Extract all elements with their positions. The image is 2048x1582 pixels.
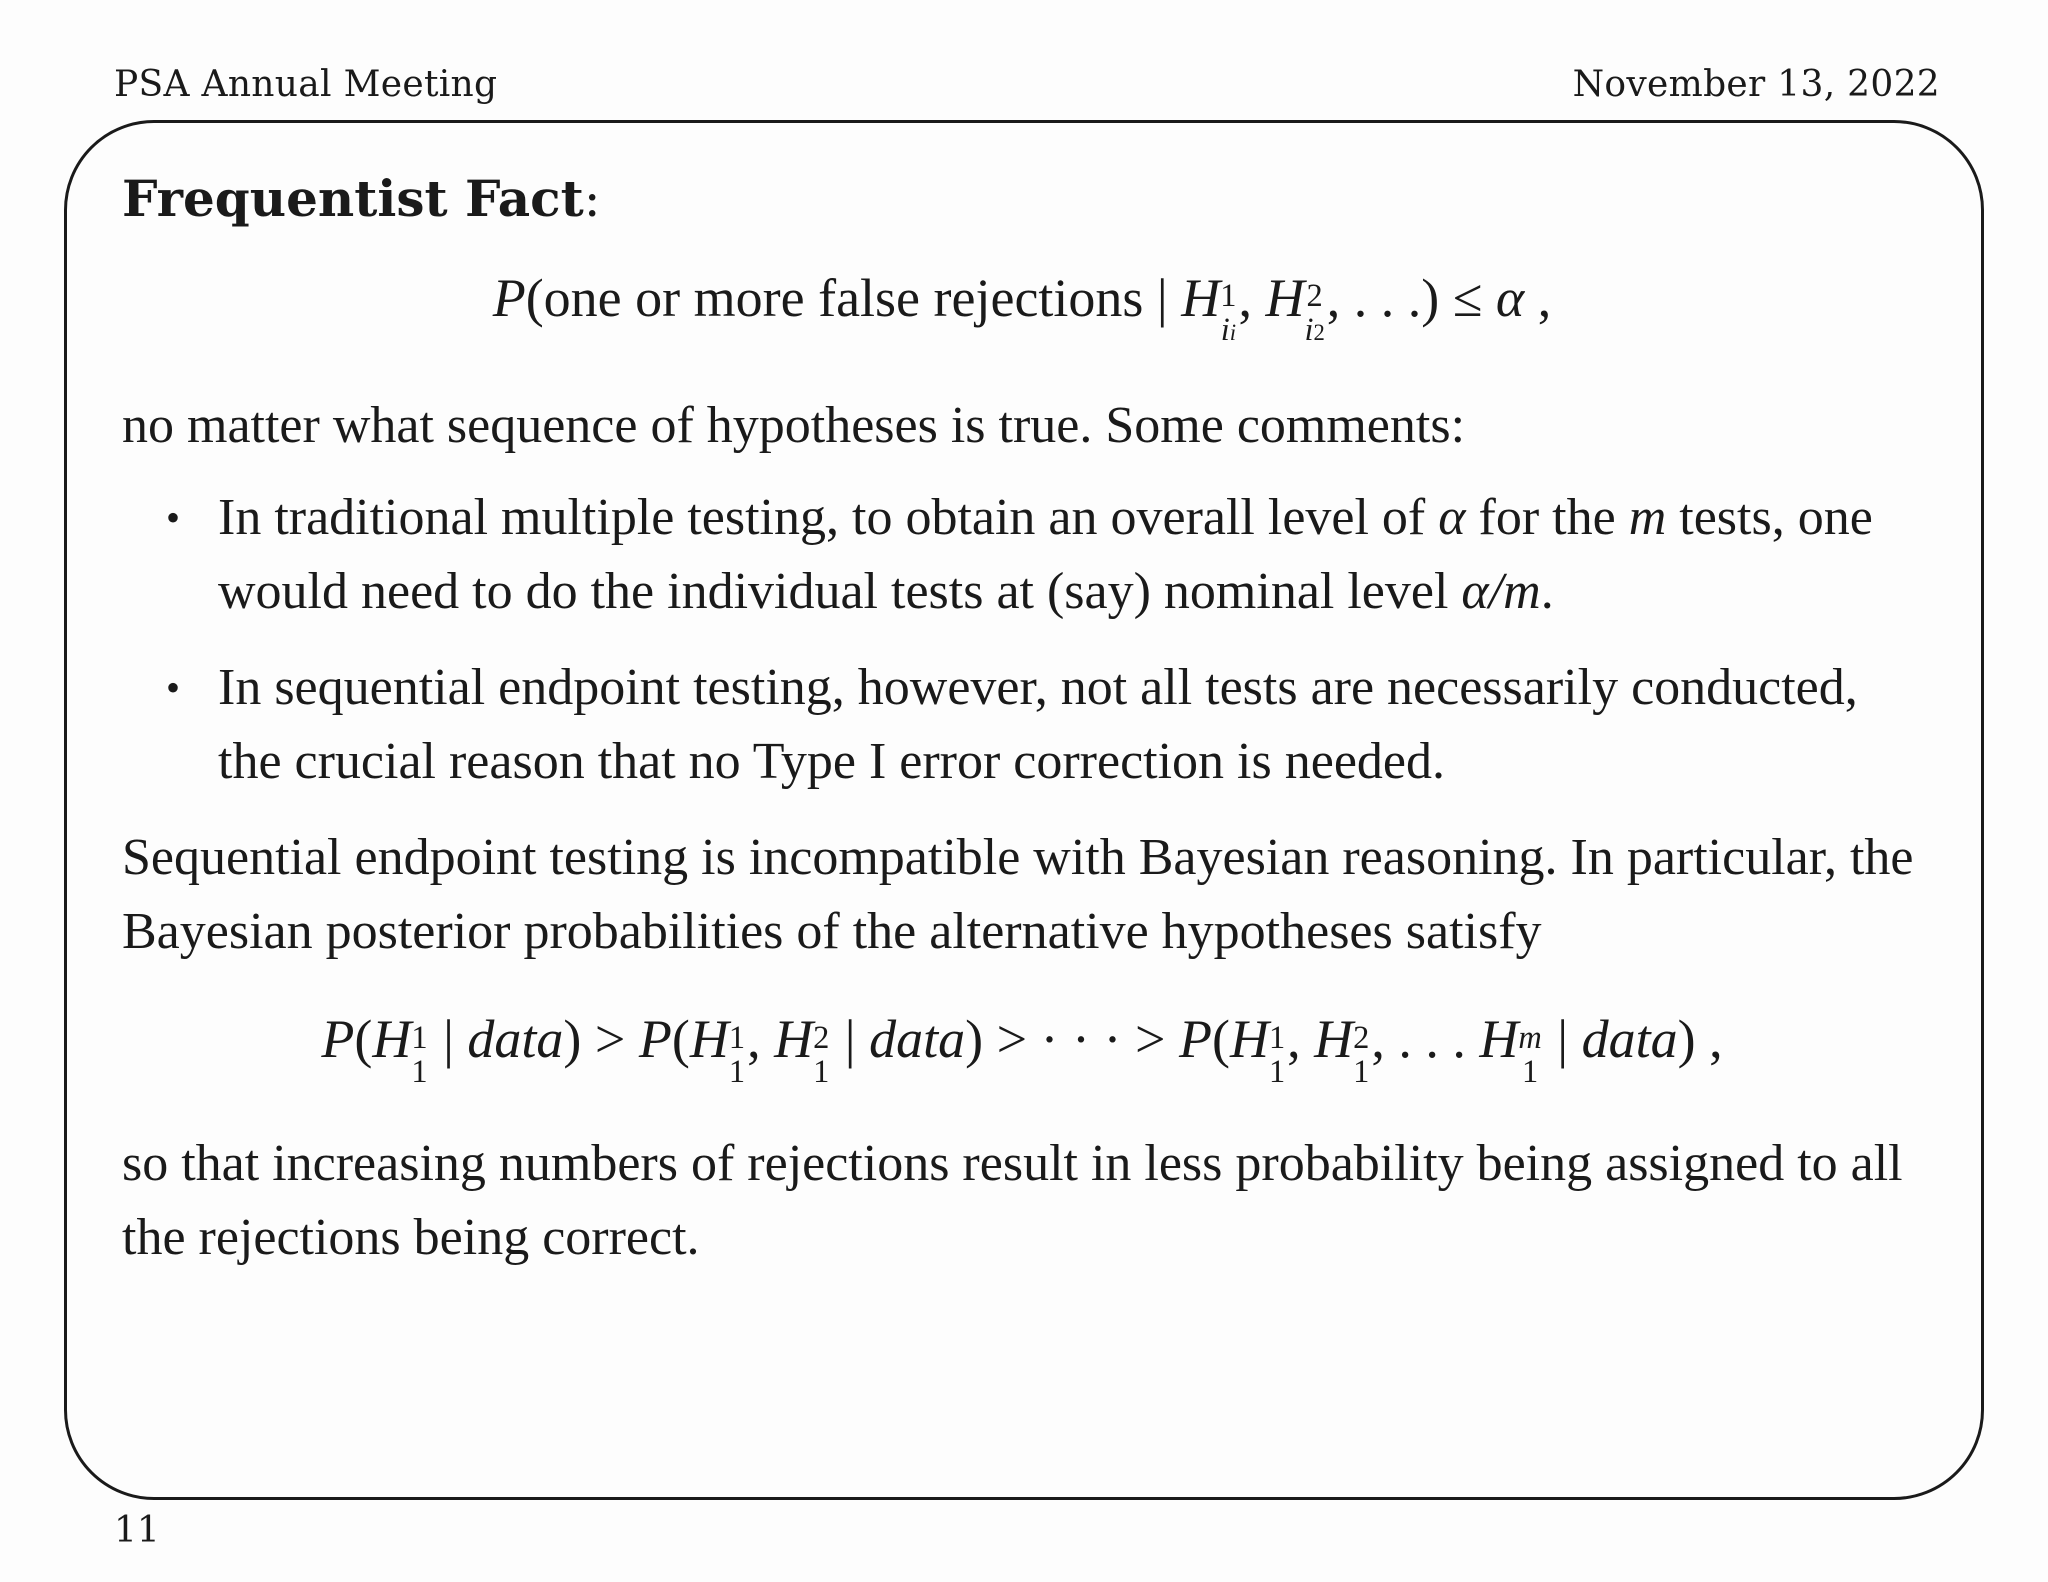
title-text: Frequentist Fact [122,169,584,228]
eq2-scripts [729,1021,745,1089]
eq2-paren: ) [563,1009,582,1070]
slide-content [122,166,1922,1275]
eq2-comma: , [1287,1009,1315,1070]
eq1-h1: H [1181,268,1221,328]
eq2-sup: 1 [728,1019,746,1056]
eq2-h: H [689,1009,729,1070]
page-number: 11 [114,1510,160,1551]
eq2-sup: 1 [411,1019,428,1056]
eq2-paren: ( [671,1009,690,1070]
eq1-open: (one or more false rejections | [525,268,1182,328]
eq2-data: data [869,1009,966,1070]
eq2-paren: ( [1211,1009,1230,1070]
eq2-h: H [774,1009,814,1070]
bullet1-m: m [1628,489,1667,547]
eq2-ldots: , . . . [1371,1009,1480,1070]
eq2-gt: > [983,1009,1041,1070]
equation-familywise-error [122,258,1922,347]
eq2-scripts [1269,1021,1285,1089]
eq2-end: , [1695,1009,1723,1070]
eq2-p: P [638,1009,672,1070]
eq1-sub2-index: 2 [1313,320,1325,346]
paragraph-after-equation: no matter what sequence of hypotheses is true. Some comments: [122,397,1466,455]
eq2-h: H [1229,1009,1269,1070]
eq2-comma: , [747,1009,775,1070]
bullet1-text-a: In traditional multiple testing, to obtain an overall level of [218,489,1439,547]
bullet-icon: • [166,665,181,711]
eq1-tail: , . . .) ≤ [1326,268,1496,328]
eq2-sub: 1 [1268,1053,1286,1090]
list-item [122,651,1922,799]
title-colon: : [583,170,601,228]
list-item [122,481,1922,629]
eq2-scripts [813,1021,829,1089]
eq2-data: data [1581,1009,1678,1070]
eq2-paren: ) [1677,1009,1696,1070]
equation-posterior-inequality [122,999,1922,1088]
eq1-sub2-letter: i [1304,312,1314,349]
bullet1-text-c: tests, one would need to do the individual tests at (say) nominal level [218,489,1873,621]
bullet1-period: . [1540,563,1554,621]
eq2-paren: ) [965,1009,984,1070]
bullet1-alpha: α [1438,489,1466,547]
slide-title [122,166,1922,232]
eq1-h2: H [1265,268,1305,328]
eq2-h: H [372,1009,412,1070]
eq2-p: P [1178,1009,1212,1070]
comment-list [122,481,1922,799]
eq2-scripts [1353,1021,1369,1089]
eq2-sub: 1 [813,1053,830,1090]
eq2-paren: ( [354,1009,373,1070]
eq2-data: data [467,1009,564,1070]
eq1-sub1-index: i [1229,320,1236,346]
eq2-scripts [1518,1021,1541,1089]
eq2-cdots: · · · [1040,1009,1122,1070]
eq2-h: H [1314,1009,1354,1070]
bullet1-alpha-over-m: α/m [1461,563,1541,621]
eq2-bar: | [1543,1009,1582,1070]
paragraph-bayesian: Sequential endpoint testing is incompatible with Bayesian reasoning. In particular, the Bayesian posterior probabilities of the alternative hypotheses satisfy [122,829,1914,961]
eq1-sep: , [1238,268,1266,328]
eq1-end: , [1524,268,1552,328]
eq2-sup: 2 [813,1019,830,1056]
eq2-bar: | [429,1009,468,1070]
eq2-gt: > [1121,1009,1179,1070]
eq2-sup: 1 [1268,1019,1286,1056]
eq2-p: P [321,1009,355,1070]
eq2-h: H [1479,1009,1519,1070]
eq1-p: P [492,268,526,328]
header-date: November 13, 2022 [1572,64,1940,105]
eq2-sup: 2 [1353,1019,1370,1056]
eq2-sub: 1 [1521,1053,1539,1090]
eq1-h1-scripts [1220,279,1236,347]
eq2-sub: 1 [1353,1053,1370,1090]
eq2-gt: > [581,1009,639,1070]
eq2-bar: | [831,1009,870,1070]
eq2-sub: 1 [411,1053,428,1090]
eq1-sup2: 2 [1306,278,1323,315]
eq1-h2-scripts [1304,279,1324,347]
eq2-sup: m [1518,1019,1542,1056]
bullet1-text-b: for the [1465,489,1629,547]
eq2-scripts [411,1021,427,1089]
eq1-sub1 [1220,313,1236,347]
paragraph-conclusion: so that increasing numbers of rejections result in less probability being assigned to all the rejections being correct. [122,1134,1903,1266]
bullet-icon: • [166,495,181,541]
bullet2-text: In sequential endpoint testing, however, not all tests are necessarily conducted, the crucial reason that no Type I error correction is needed. [218,659,1858,791]
header-left: PSA Annual Meeting [114,64,498,105]
eq1-sub1-letter: i [1220,312,1230,349]
eq1-alpha: α [1495,268,1525,328]
eq1-sup1: 1 [1220,278,1237,315]
eq2-sub: 1 [728,1053,746,1090]
eq1-sub2 [1304,313,1324,347]
